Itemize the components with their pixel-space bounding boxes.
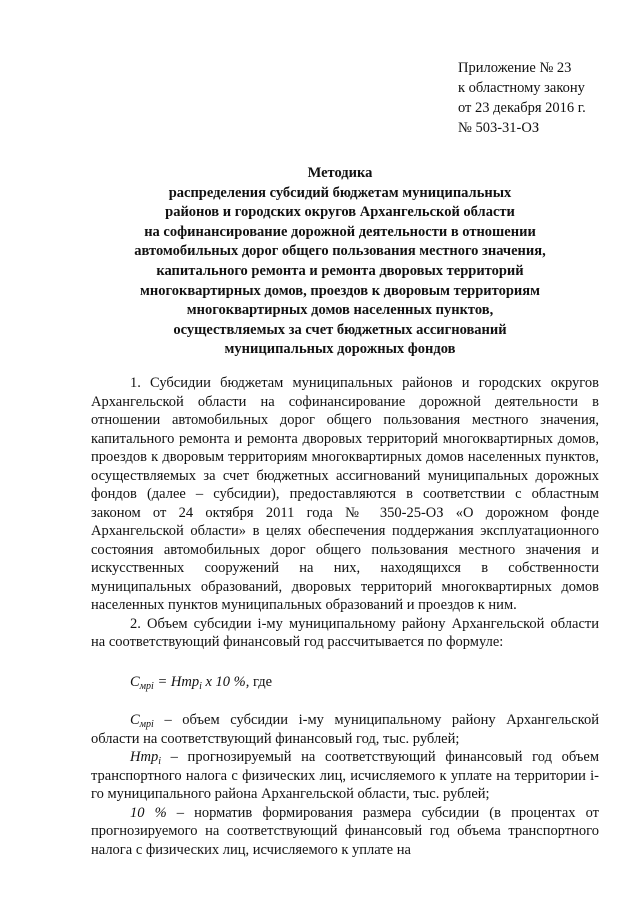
document-body	[91, 374, 599, 859]
definition-symbol: Нтр	[130, 749, 159, 765]
definition-smri	[91, 711, 599, 748]
title-line: многоквартирных домов, проездов к дворовым территориям	[140, 282, 540, 299]
definition-subscript: i	[158, 756, 161, 767]
annex-line: Приложение № 23	[458, 60, 572, 76]
formula-lhs-subscript: мрi	[139, 680, 154, 692]
title-line: осуществляемых за счет бюджетных ассигнований	[173, 321, 507, 338]
paragraph-2: 2. Объем субсидии i-му муниципальному району Архангельской области на соответствующий финансовый год рассчитывается по формуле:	[91, 615, 599, 650]
formula-lhs: С	[130, 673, 140, 690]
definition-norm	[91, 804, 599, 860]
definition-text: – норматив формирования размера субсидии (в процентах от прогнозируемого на соответствующий финансовый год объема транспортного налога с физических лиц, исчисляемого к уплате на	[91, 804, 599, 858]
title-line: распределения субсидий бюджетам муниципальных	[168, 184, 512, 201]
formula-rhs-subscript: i	[199, 680, 202, 692]
title-line: районов и городских округов Архангельской области	[165, 204, 515, 221]
formula-tail: , где	[245, 673, 273, 690]
document-title	[90, 164, 590, 360]
formula	[91, 673, 599, 692]
annex-line: к областному закону	[458, 80, 585, 96]
formula-rhs: Нтр	[170, 673, 200, 690]
annex-reference	[458, 58, 586, 138]
definition-symbol: 10 %	[130, 804, 167, 821]
definition-text: – прогнозируемый на соответствующий финансовый год объем транспортного налога с физических лиц, исчисляемого к уплате на территории i-го муниципального района Архангельской области, тыс. рублей;	[91, 749, 599, 802]
formula-equals: =	[153, 673, 171, 690]
title-line: на софинансирование дорожной деятельности в отношении	[144, 223, 536, 240]
annex-line: № 503-31-ОЗ	[458, 120, 540, 136]
formula-multiplier: x 10 %	[201, 673, 246, 690]
definition-subscript: мрi	[139, 719, 154, 730]
title-line: муниципальных дорожных фондов	[224, 341, 456, 358]
definition-symbol: С	[130, 712, 140, 728]
definition-text: – объем субсидии i-му муниципальному району Архангельской области на соответствующий финансовый год, тыс. рублей;	[91, 712, 599, 747]
paragraph-1: 1. Субсидии бюджетам муниципальных районов и городских округов Архангельской области на софинансирование дорожной деятельности в отношении автомобильных дорог общего пользования местного значения, капитального ремонта и ремонта дворовых территорий многоквартирных домов, проездов к дворовым территориям многоквартирных домов населенных пунктов, осуществляемых за счет бюджетных ассигнований муниципальных дорожных фондов (далее – субсидии), предоставляются в соответствии с областным законом от 24 октября 2011 года № 350-25-ОЗ «О дорожном фонде Архангельской области» в целях обеспечения поддержания эксплуатационного состояния автомобильных дорог общего пользования местного значения и искусственных сооружений на них, находящихся в собственности муниципальных образований, дворовых территорий многоквартирных домов населенных пунктов муниципальных образований и проездов к ним.	[91, 375, 599, 613]
title-line: автомобильных дорог общего пользования местного значения,	[134, 243, 546, 260]
title-line: капитального ремонта и ремонта дворовых территорий	[156, 262, 524, 279]
definition-ntri	[91, 748, 599, 804]
annex-line: от 23 декабря 2016 г.	[458, 100, 586, 116]
title-line: многоквартирных домов населенных пунктов,	[186, 302, 494, 319]
title-line: Методика	[307, 165, 373, 181]
